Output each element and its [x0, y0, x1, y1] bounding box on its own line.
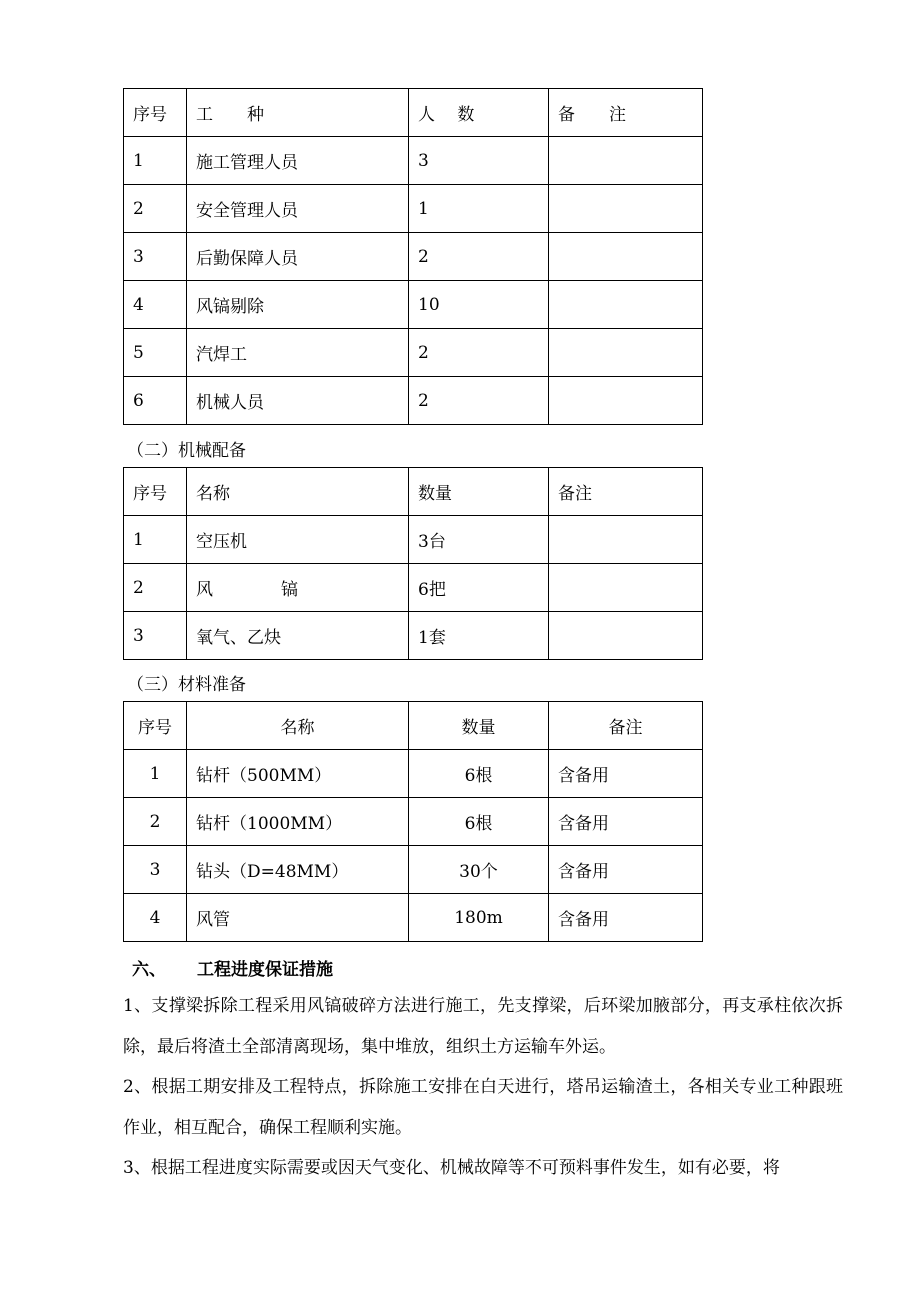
table-cell: 5 [124, 329, 187, 377]
table-cell: 30个 [409, 846, 549, 894]
table-cell: 6根 [409, 798, 549, 846]
table-cell [549, 137, 703, 185]
table-cell: 施工管理人员 [187, 137, 409, 185]
machine-table [123, 467, 703, 660]
table-cell [549, 233, 703, 281]
table-cell: 1套 [409, 612, 549, 660]
table-cell: 含备用 [549, 894, 703, 942]
table-cell: 风管 [187, 894, 409, 942]
table-row [124, 516, 703, 564]
paragraph: 1、支撑梁拆除工程采用风镐破碎方法进行施工，先支撑梁，后环梁加腋部分，再支承柱依次拆除，最后将渣土全部清离现场，集中堆放，组织土方运输车外运。 [123, 996, 843, 1057]
section-number: 六、 [132, 960, 166, 980]
table-cell: 1 [124, 750, 187, 798]
header-cell: 序号 [124, 468, 187, 516]
table-cell: 风镐剔除 [187, 281, 409, 329]
table-cell: 180m [409, 894, 549, 942]
table-cell [549, 612, 703, 660]
header-cell: 备 注 [549, 89, 703, 137]
table-row [124, 846, 703, 894]
header-cell: 备注 [549, 468, 703, 516]
table-row [124, 185, 703, 233]
table-cell [549, 377, 703, 425]
table-row [124, 233, 703, 281]
table-cell: 2 [124, 185, 187, 233]
table-cell: 3 [409, 137, 549, 185]
header-cell: 名称 [187, 468, 409, 516]
table-row [124, 750, 703, 798]
table-cell: 6 [124, 377, 187, 425]
table-header-row [124, 89, 703, 137]
table-cell: 1 [124, 516, 187, 564]
table-cell: 1 [124, 137, 187, 185]
table-cell: 含备用 [549, 798, 703, 846]
material-section-title: （三）材料准备 [127, 675, 246, 695]
table-cell: 机械人员 [187, 377, 409, 425]
material-table [123, 701, 703, 942]
table-cell: 钻杆（1000MM） [187, 798, 409, 846]
table-cell: 风 镐 [187, 564, 409, 612]
staff-table [123, 88, 703, 425]
table-cell: 氧气、乙炔 [187, 612, 409, 660]
table-cell: 10 [409, 281, 549, 329]
table-cell: 6把 [409, 564, 549, 612]
table-row [124, 137, 703, 185]
table-cell [549, 281, 703, 329]
table-cell: 3 [124, 846, 187, 894]
table-cell: 3 [124, 233, 187, 281]
section-title: 工程进度保证措施 [197, 960, 333, 980]
table-cell: 安全管理人员 [187, 185, 409, 233]
table-header-row [124, 702, 703, 750]
header-cell: 序号 [124, 702, 187, 750]
table-row [124, 281, 703, 329]
machine-section-title: （二）机械配备 [127, 441, 246, 461]
table-cell: 空压机 [187, 516, 409, 564]
paragraph: 3、根据工程进度实际需要或因天气变化、机械故障等不可预料事件发生，如有必要，将 [123, 1158, 780, 1178]
table-cell [549, 516, 703, 564]
table-cell [549, 564, 703, 612]
table-cell: 含备用 [549, 846, 703, 894]
table-cell: 2 [124, 564, 187, 612]
header-cell: 数量 [409, 468, 549, 516]
table-row [124, 798, 703, 846]
header-cell: 工 种 [187, 89, 409, 137]
header-cell: 数量 [409, 702, 549, 750]
table-cell: 4 [124, 894, 187, 942]
table-cell: 4 [124, 281, 187, 329]
table-cell: 汽焊工 [187, 329, 409, 377]
section-6-heading [132, 955, 333, 980]
table-cell: 钻杆（500MM） [187, 750, 409, 798]
header-cell: 名称 [187, 702, 409, 750]
table-row [124, 564, 703, 612]
table-cell: 1 [409, 185, 549, 233]
table-cell: 后勤保障人员 [187, 233, 409, 281]
table-cell: 3 [124, 612, 187, 660]
table-row [124, 377, 703, 425]
paragraph: 2、根据工期安排及工程特点，拆除施工安排在白天进行，塔吊运输渣土，各相关专业工种跟班作业，相互配合，确保工程顺利实施。 [123, 1077, 843, 1138]
table-cell: 2 [409, 329, 549, 377]
table-row [124, 612, 703, 660]
header-cell: 序号 [124, 89, 187, 137]
table-cell: 钻头（D=48MM） [187, 846, 409, 894]
table-cell: 6根 [409, 750, 549, 798]
table-cell: 3台 [409, 516, 549, 564]
table-row [124, 894, 703, 942]
table-cell: 2 [124, 798, 187, 846]
table-row [124, 329, 703, 377]
table-cell: 含备用 [549, 750, 703, 798]
table-cell [549, 185, 703, 233]
table-header-row [124, 468, 703, 516]
table-cell: 2 [409, 377, 549, 425]
header-cell: 人 数 [409, 89, 549, 137]
table-cell: 2 [409, 233, 549, 281]
table-cell [549, 329, 703, 377]
header-cell: 备注 [549, 702, 703, 750]
